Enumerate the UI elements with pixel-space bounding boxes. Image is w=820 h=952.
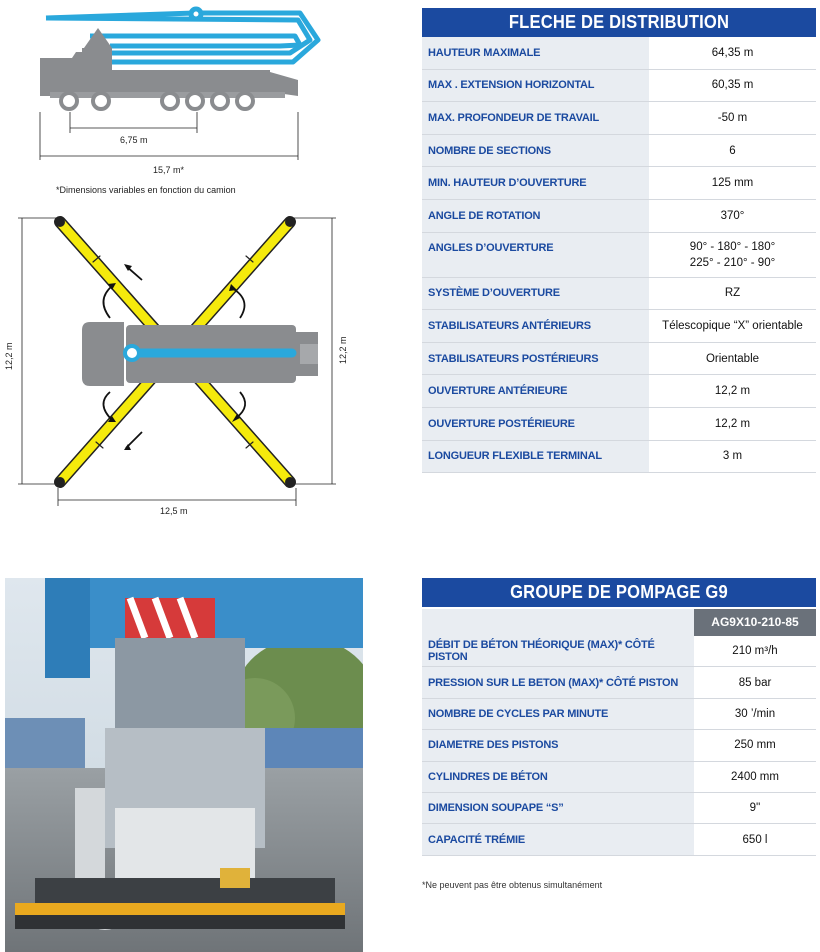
- table-row: [422, 793, 816, 824]
- row-value: 12,2 m: [649, 408, 816, 440]
- row-label: LONGUEUR FLEXIBLE TERMINAL: [422, 441, 649, 473]
- row-value: 60,35 m: [649, 70, 816, 102]
- dimension-note: *Dimensions variables en fonction du camion: [56, 185, 236, 195]
- truck-top-icon: [82, 322, 318, 386]
- table-row: [422, 375, 816, 408]
- row-value: 30 ’/min: [694, 699, 816, 729]
- footnote: *Ne peuvent pas être obtenus simultanément: [422, 880, 603, 890]
- row-value: 250 mm: [694, 730, 816, 760]
- plan-view-diagram: [0, 205, 410, 525]
- row-label: ANGLE DE ROTATION: [422, 200, 649, 232]
- row-label: MAX . EXTENSION HORIZONTAL: [422, 70, 649, 102]
- row-value-line: 225° - 210° - 90°: [689, 256, 776, 269]
- table-row: [422, 70, 816, 103]
- dim-wheelbase: 6,75 m: [120, 135, 148, 145]
- dim-left-span: 12,2 m: [4, 342, 14, 370]
- row-value: 6: [649, 135, 816, 167]
- row-value: 3 m: [649, 441, 816, 473]
- row-label: OUVERTURE POSTÉRIEURE: [422, 408, 649, 440]
- table-row: [422, 278, 816, 311]
- row-value: 2400 mm: [694, 762, 816, 792]
- row-value: 85 bar: [694, 667, 816, 697]
- side-view-diagram: [0, 0, 410, 200]
- row-label: PRESSION SUR LE BETON (MAX)* CÔTÉ PISTON: [422, 667, 694, 697]
- row-value: 12,2 m: [649, 375, 816, 407]
- row-label: MAX. PROFONDEUR DE TRAVAIL: [422, 102, 649, 134]
- row-value-line: 90° - 180° - 180°: [689, 240, 776, 253]
- table-row: [422, 167, 816, 200]
- row-value: Orientable: [649, 343, 816, 375]
- row-label: SYSTÈME D’OUVERTURE: [422, 278, 649, 310]
- row-label: CAPACITÉ TRÉMIE: [422, 824, 694, 854]
- row-label: CYLINDRES DE BÉTON: [422, 762, 694, 792]
- row-value: 210 m³/h: [694, 636, 816, 666]
- pump-table-body: [422, 636, 816, 856]
- row-label: DÉBIT DE BÉTON THÉORIQUE (MAX)* CÔTÉ PISTON: [422, 636, 694, 666]
- pump-table-title: GROUPE DE POMPAGE G9: [438, 578, 800, 607]
- boom-table-body: [422, 37, 816, 473]
- row-value: Télescopique “X” orientable: [649, 310, 816, 342]
- row-value: RZ: [649, 278, 816, 310]
- table-row: [422, 343, 816, 376]
- row-label: NOMBRE DE SECTIONS: [422, 135, 649, 167]
- table-row: [422, 102, 816, 135]
- table-row: [422, 37, 816, 70]
- boom-table-title: FLECHE DE DISTRIBUTION: [438, 8, 800, 37]
- dim-bottom-span: 12,5 m: [160, 506, 188, 516]
- dim-total-length: 15,7 m*: [153, 165, 185, 175]
- dimension-lines: [40, 112, 298, 160]
- table-row: [422, 441, 816, 474]
- table-row: [422, 730, 816, 761]
- table-row: [422, 310, 816, 343]
- row-label: MIN. HAUTEUR D’OUVERTURE: [422, 167, 649, 199]
- row-value: 64,35 m: [649, 37, 816, 69]
- pump-spec-table: [422, 578, 816, 856]
- row-value: 125 mm: [649, 167, 816, 199]
- table-row: [422, 636, 816, 667]
- table-row: [422, 200, 816, 233]
- row-label: NOMBRE DE CYCLES PAR MINUTE: [422, 699, 694, 729]
- table-row: [422, 135, 816, 168]
- row-label: STABILISATEURS POSTÉRIEURS: [422, 343, 649, 375]
- row-value: [649, 233, 816, 277]
- pump-model-header: AG9X10-210-85: [694, 609, 816, 636]
- row-value: 9'': [694, 793, 816, 823]
- row-label: DIMENSION SOUPAPE “S”: [422, 793, 694, 823]
- table-row: [422, 408, 816, 441]
- dim-right-span: 12,2 m: [338, 336, 348, 364]
- pump-truck-photo: [5, 578, 363, 952]
- row-label: ANGLES D’OUVERTURE: [422, 233, 649, 277]
- boom-spec-table: [422, 8, 816, 473]
- row-label: STABILISATEURS ANTÉRIEURS: [422, 310, 649, 342]
- row-value: 370°: [649, 200, 816, 232]
- row-value: 650 l: [694, 824, 816, 854]
- row-label: HAUTEUR MAXIMALE: [422, 37, 649, 69]
- row-label: DIAMETRE DES PISTONS: [422, 730, 694, 760]
- table-row: [422, 824, 816, 855]
- table-row: [422, 762, 816, 793]
- table-row: [422, 699, 816, 730]
- table-row: [422, 667, 816, 698]
- table-row: [422, 233, 816, 278]
- row-value: -50 m: [649, 102, 816, 134]
- row-label: OUVERTURE ANTÉRIEURE: [422, 375, 649, 407]
